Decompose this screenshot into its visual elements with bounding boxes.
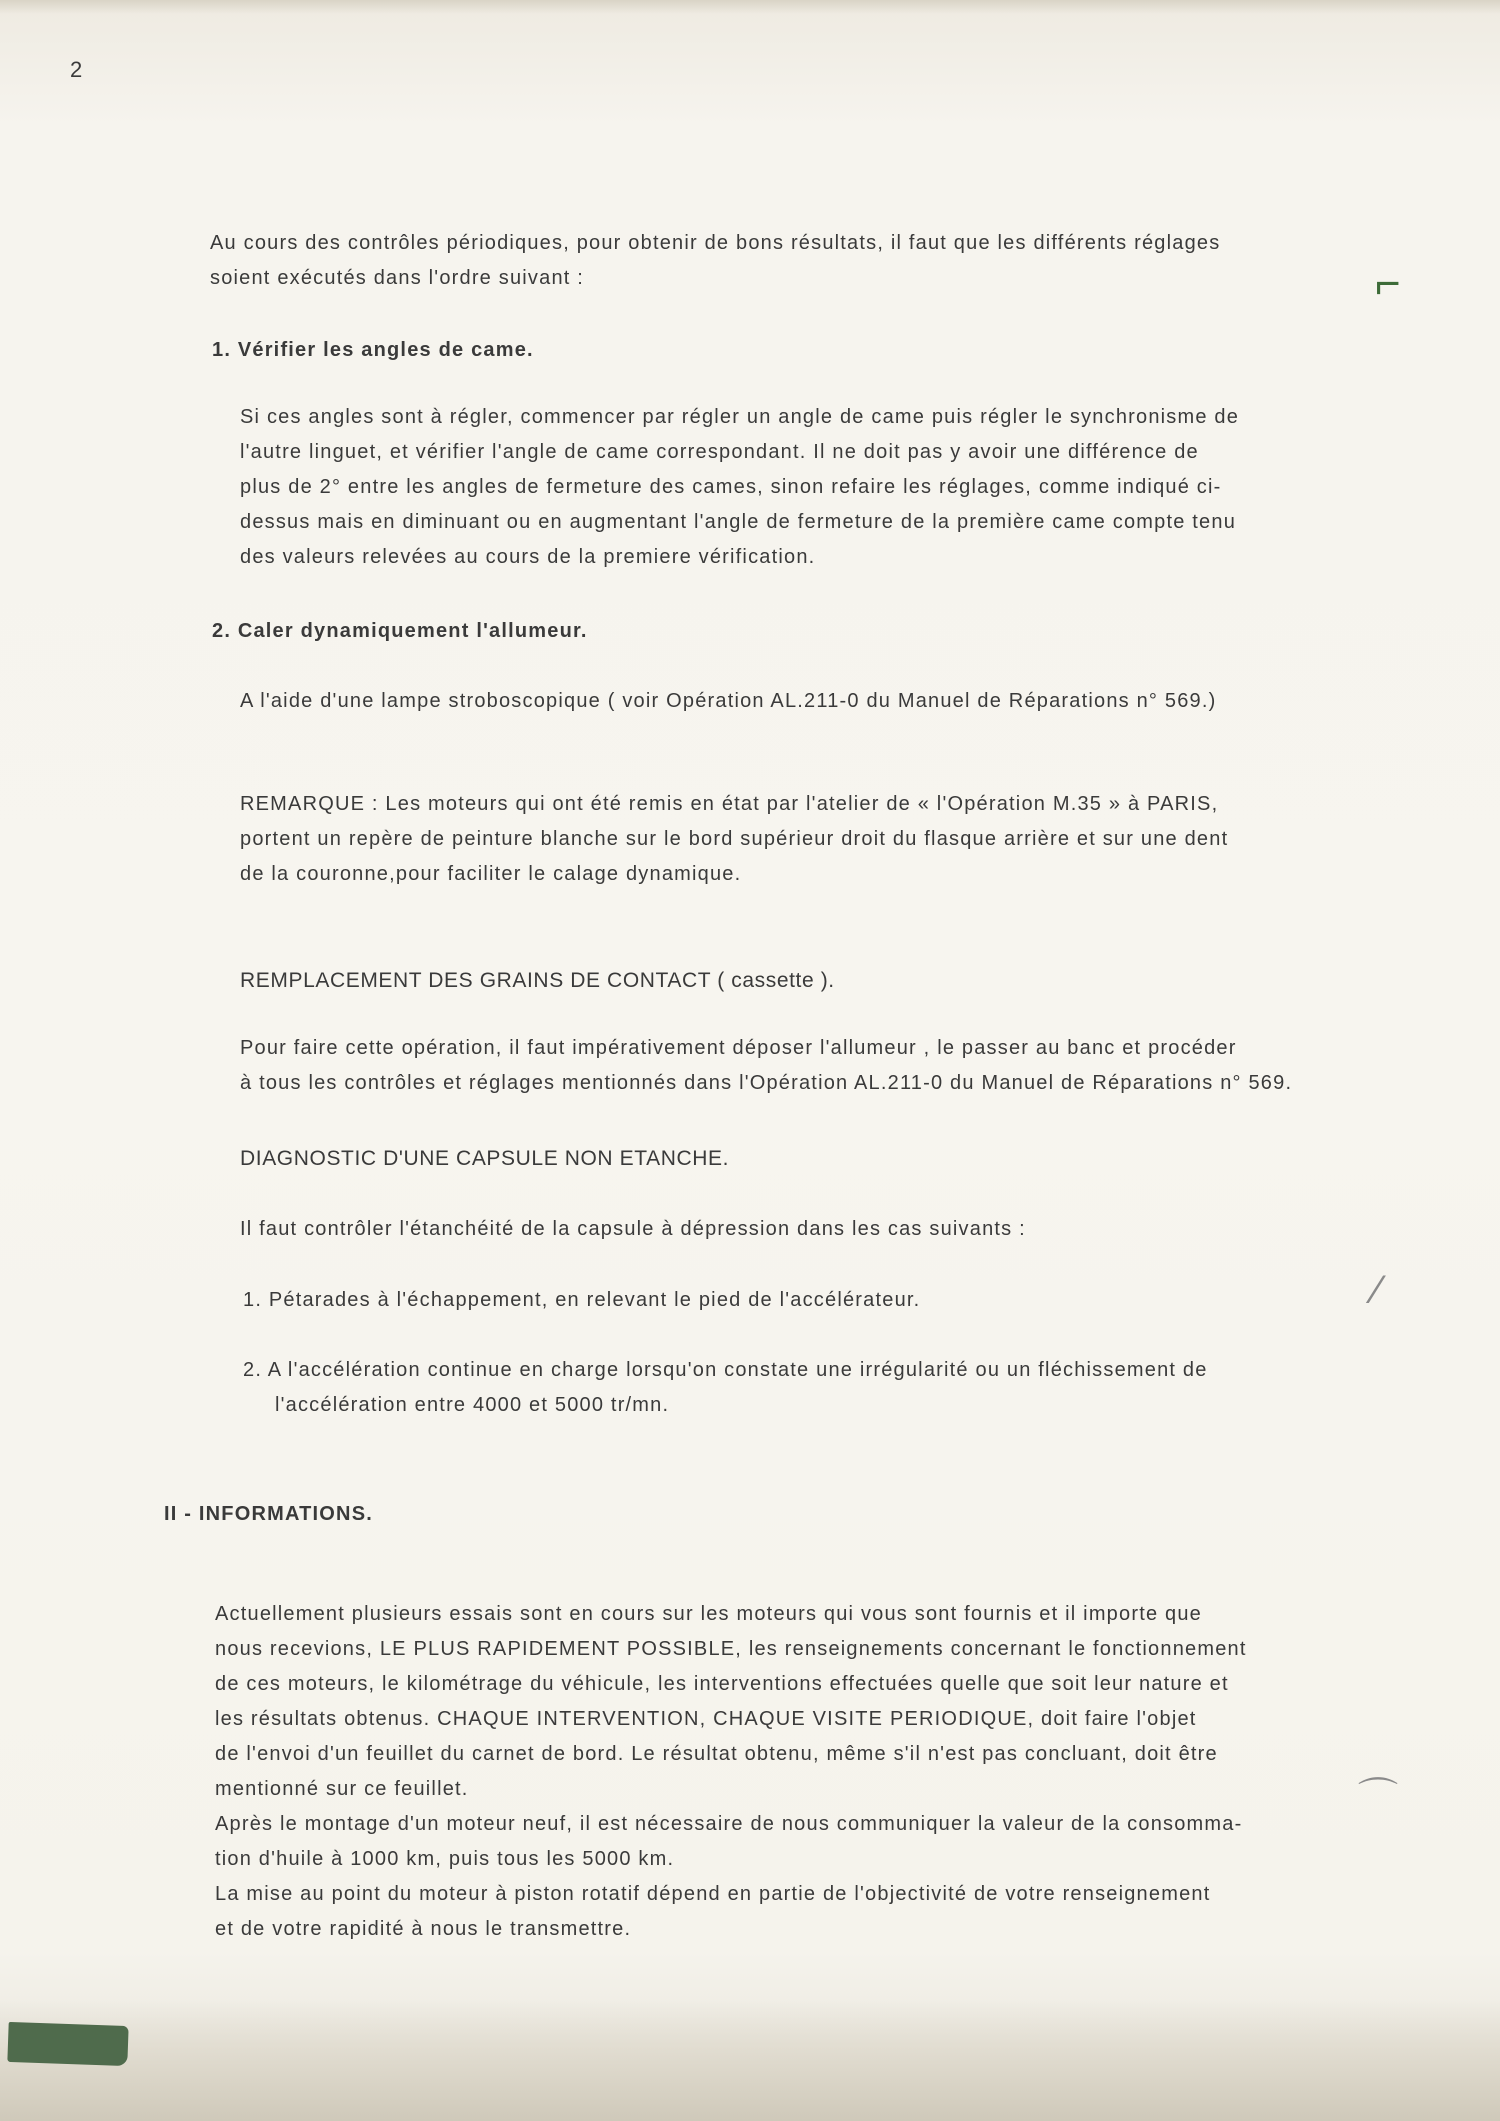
text-line: La mise au point du moteur à piston rotatif dépend en partie de l'objectivité de votre renseignement	[215, 1883, 1211, 1905]
paper-bottom-edge	[0, 2000, 1500, 2121]
text-line: nous recevions, LE PLUS RAPIDEMENT POSSIBLE, les renseignements concernant le fonctionnement	[215, 1638, 1247, 1660]
text-line: Pour faire cette opération, il faut impérativement déposer l'allumeur , le passer au banc et procéder	[240, 1037, 1237, 1059]
margin-mark: ⌒	[1358, 1776, 1398, 1820]
text-line: de la couronne,pour faciliter le calage dynamique.	[240, 863, 742, 885]
text-line: l'autre linguet, et vérifier l'angle de came correspondant. Il ne doit pas y avoir une différence de	[240, 441, 1199, 463]
text-line: dessus mais en diminuant ou en augmentant l'angle de fermeture de la première came compte tenu	[240, 511, 1237, 533]
margin-mark: ⁄	[1374, 1268, 1381, 1312]
diagnostic-item-1: 1. Pétarades à l'échappement, en relevant le pied de l'accélérateur.	[243, 1289, 921, 1311]
text-line: Si ces angles sont à régler, commencer par régler un angle de came puis régler le synchronisme de	[240, 406, 1240, 428]
text-line: les résultats obtenus. CHAQUE INTERVENTION, CHAQUE VISITE PERIODIQUE, doit faire l'objet	[215, 1708, 1197, 1730]
text-line: 2. A l'accélération continue en charge lorsqu'on constate une irrégularité ou un fléchissement de	[243, 1359, 1208, 1381]
margin-mark: ⌐	[1375, 259, 1401, 308]
text-line: Au cours des contrôles périodiques, pour obtenir de bons résultats, il faut que les différents réglages	[210, 232, 1221, 254]
text-line: REMARQUE : Les moteurs qui ont été remis en état par l'atelier de « l'Opération M.35 » à PARIS,	[240, 793, 1219, 815]
diagnostic-intro: Il faut contrôler l'étanchéité de la capsule à dépression dans les cas suivants :	[240, 1218, 1026, 1240]
text-line: des valeurs relevées au cours de la premiere vérification.	[240, 546, 816, 568]
remplacement-heading: REMPLACEMENT DES GRAINS DE CONTACT ( cassette ).	[240, 969, 835, 992]
text-line: tion d'huile à 1000 km, puis tous les 5000 km.	[215, 1848, 675, 1870]
informations-heading: II - INFORMATIONS.	[164, 1503, 373, 1525]
text-line: mentionné sur ce feuillet.	[215, 1778, 469, 1800]
paper-top-edge	[0, 0, 1500, 14]
diagnostic-heading: DIAGNOSTIC D'UNE CAPSULE NON ETANCHE.	[240, 1147, 730, 1170]
tape-mark	[7, 2022, 128, 2066]
text-line: portent un repère de peinture blanche sur le bord supérieur droit du flasque arrière et sur une dent	[240, 828, 1229, 850]
step2-text: A l'aide d'une lampe stroboscopique ( voir Opération AL.211-0 du Manuel de Réparations n° 569.)	[240, 690, 1217, 712]
text-line: à tous les contrôles et réglages mentionnés dans l'Opération AL.211-0 du Manuel de Réparations n° 569.	[240, 1072, 1293, 1094]
step1-heading: 1. Vérifier les angles de came.	[212, 339, 534, 361]
text-line: soient exécutés dans l'ordre suivant :	[210, 267, 585, 289]
text-line: Après le montage d'un moteur neuf, il est nécessaire de nous communiquer la valeur de la consomma-	[215, 1813, 1243, 1835]
page-number: 2	[70, 57, 84, 82]
text-line: et de votre rapidité à nous le transmettre.	[215, 1918, 632, 1940]
text-line: de ces moteurs, le kilométrage du véhicule, les interventions effectuées quelle que soit leur nature et	[215, 1673, 1229, 1695]
text-line: Actuellement plusieurs essais sont en cours sur les moteurs qui vous sont fournis et il importe que	[215, 1603, 1202, 1625]
step2-heading: 2. Caler dynamiquement l'allumeur.	[212, 620, 588, 642]
text-line: l'accélération entre 4000 et 5000 tr/mn.	[275, 1394, 670, 1416]
text-line: de l'envoi d'un feuillet du carnet de bord. Le résultat obtenu, même s'il n'est pas concluant, doit être	[215, 1743, 1218, 1765]
text-line: plus de 2° entre les angles de fermeture des cames, sinon refaire les réglages, comme indiqué ci-	[240, 476, 1222, 498]
